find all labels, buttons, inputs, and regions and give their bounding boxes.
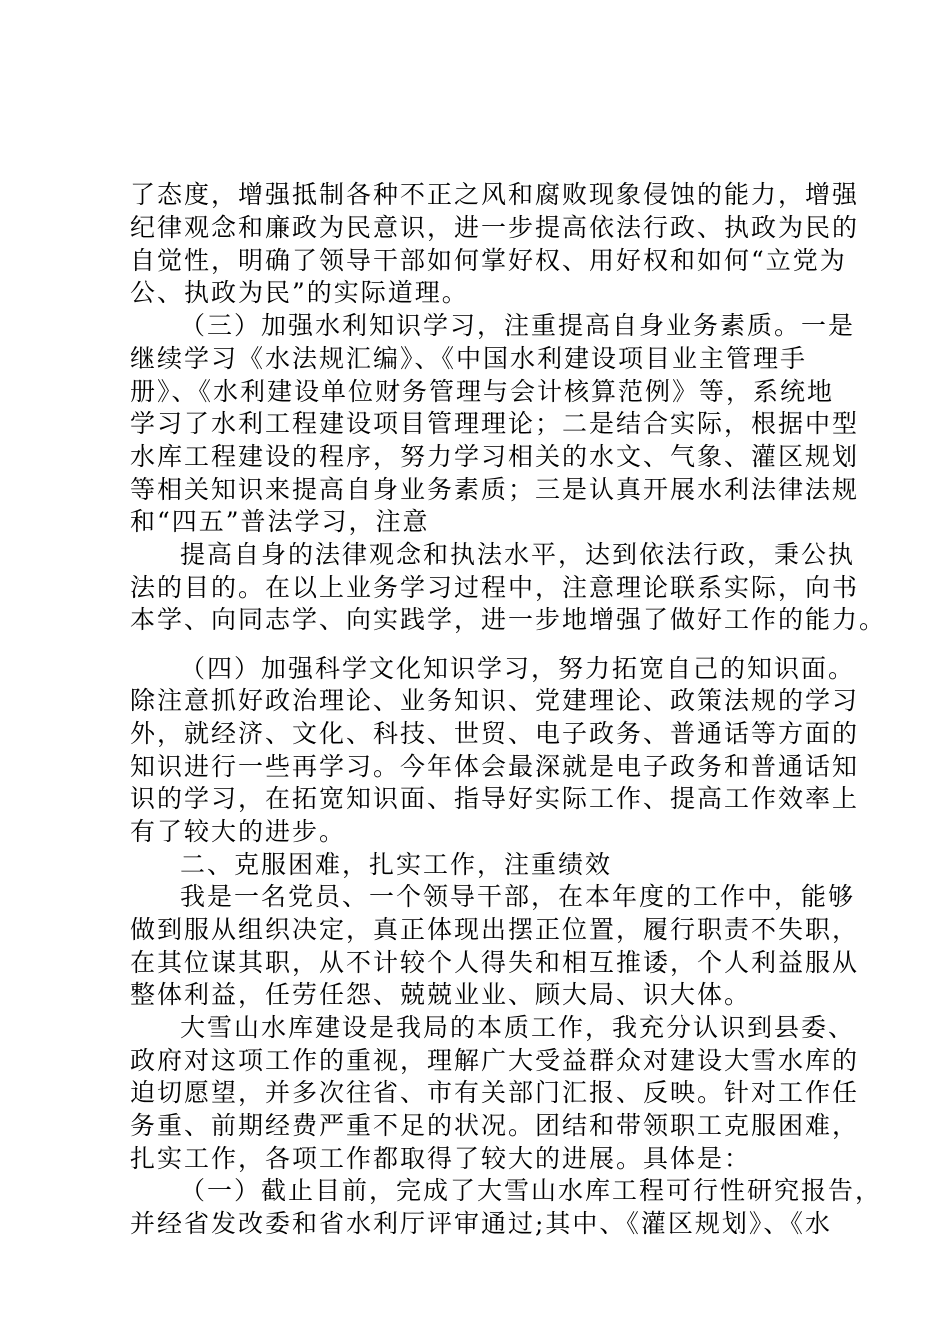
text-line: 务重、前期经费严重不足的状况。团结和带领职工克服困难， — [130, 1111, 860, 1140]
text-line: 册》、《水利建设单位财务管理与会计核算范例》等，系统地 — [130, 377, 835, 406]
text-line: 整体利益，任劳任怨、兢兢业业、顾大局、识大体。 — [130, 980, 752, 1009]
text-line: 自觉性，明确了领导干部如何掌好权、用好权和如何“立党为 — [130, 246, 847, 275]
text-line: （三）加强水利知识学习，注重提高自身业务素质。一是 — [180, 311, 856, 340]
text-line: 本学、向同志学、向实践学，进一步地增强了做好工作的能力。 — [130, 605, 887, 634]
text-line: 纪律观念和廉政为民意识，进一步提高依法行政、执政为民的 — [130, 213, 860, 242]
text-line: （四）加强科学文化知识学习，努力拓宽自己的知识面。 — [180, 654, 856, 683]
section-heading: 二、克服困难，扎实工作，注重绩效 — [180, 850, 613, 879]
text-line: 水库工程建设的程序，努力学习相关的水文、气象、灌区规划 — [130, 442, 860, 471]
text-line: 做到服从组织决定，真正体现出摆正位置，履行职责不失职， — [130, 915, 860, 944]
text-line: （一）截止目前，完成了大雪山水库工程可行性研究报告， — [180, 1176, 883, 1205]
text-line: 我是一名党员、一个领导干部，在本年度的工作中，能够 — [180, 882, 856, 911]
text-line: 和“四五”普法学习，注意 — [130, 507, 430, 536]
text-line: 迫切愿望，并多次往省、市有关部门汇报、反映。针对工作任 — [130, 1078, 860, 1107]
text-line: 继续学习《水法规汇编》、《中国水利建设项目业主管理手 — [130, 344, 808, 373]
text-line: 政府对这项工作的重视，理解广大受益群众对建设大雪水库的 — [130, 1046, 860, 1075]
text-line: 有了较大的进步。 — [130, 817, 347, 846]
text-line: 公、执政为民”的实际道理。 — [130, 278, 469, 307]
text-line: 法的目的。在以上业务学习过程中，注意理论联系实际，向书 — [130, 573, 860, 602]
text-line: 提高自身的法律观念和执法水平，达到依法行政，秉公执 — [180, 540, 856, 569]
text-line: 扎实工作，各项工作都取得了较大的进展。具体是： — [130, 1144, 752, 1173]
text-line: 并经省发改委和省水利厅评审通过;其中、《灌区规划》、《水 — [130, 1209, 832, 1238]
text-line: 除注意抓好政治理论、业务知识、党建理论、政策法规的学习 — [130, 686, 860, 715]
text-line: 等相关知识来提高自身业务素质；三是认真开展水利法律法规 — [130, 475, 860, 504]
text-line: 识的学习，在拓宽知识面、指导好实际工作、提高工作效率上 — [130, 784, 860, 813]
text-line: 大雪山水库建设是我局的本质工作，我充分认识到县委、 — [180, 1013, 856, 1042]
text-line: 在其位谋其职，从不计较个人得失和相互推诿，个人利益服从 — [130, 948, 860, 977]
text-line: 知识进行一些再学习。今年体会最深就是电子政务和普通话知 — [130, 752, 860, 781]
text-line: 学习了水利工程建设项目管理理论；二是结合实际，根据中型 — [130, 409, 860, 438]
text-line: 外，就经济、文化、科技、世贸、电子政务、普通话等方面的 — [130, 719, 860, 748]
text-line: 了态度，增强抵制各种不正之风和腐败现象侵蚀的能力，增强 — [130, 180, 860, 209]
